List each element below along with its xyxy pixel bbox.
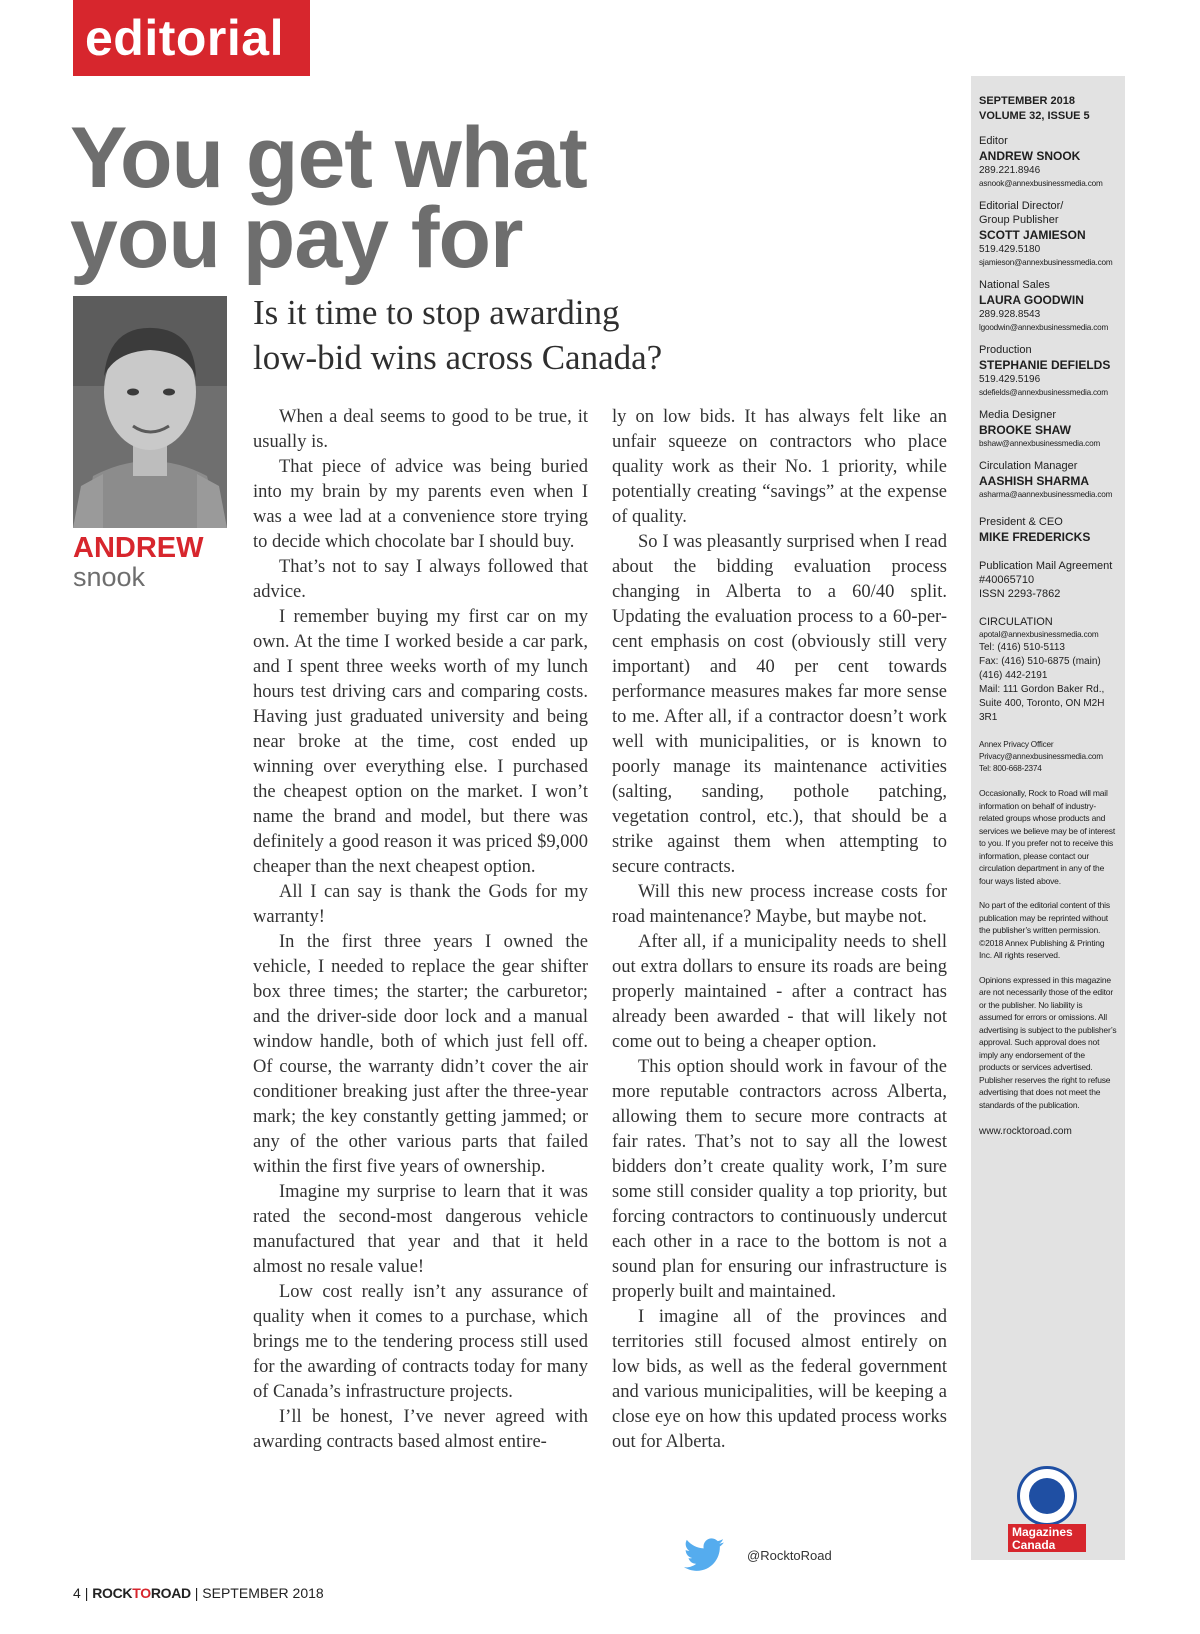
staff-email[interactable]: bshaw@annexbusinessmedia.com [979, 439, 1101, 448]
brand-logo [92, 1585, 191, 1601]
author-last-name: snook [73, 562, 146, 592]
deck-line-2: low-bid wins across Canada? [253, 338, 663, 377]
circulation-line: Mail: 111 Gordon Baker Rd., [979, 684, 1105, 695]
staff-phone: 519.429.5196 [979, 374, 1041, 385]
author-first-name: ANDREW [73, 532, 204, 564]
circulation-title: CIRCULATION [979, 616, 1053, 628]
body-column-1 [253, 405, 588, 1455]
body-column-2 [612, 405, 947, 1455]
pub-mail-line: Publication Mail Agreement [979, 560, 1113, 572]
page-number: 4 [73, 1585, 81, 1601]
author-photo [73, 296, 227, 528]
circulation-contact [979, 615, 1117, 725]
website-link[interactable]: www.rocktoroad.com [979, 1126, 1072, 1137]
paragraph: When a deal seems to good to be true, it usually is. [253, 407, 588, 452]
circulation-line: Suite 400, Toronto, ON M2H 3R1 [979, 698, 1105, 723]
circulation-line: Tel: (416) 510-5113 [979, 642, 1065, 653]
pub-mail-line: ISSN 2293-7862 [979, 588, 1061, 600]
staff-ceo [979, 515, 1117, 545]
association-seal-icon [1017, 1466, 1077, 1526]
page-footer [73, 1585, 324, 1601]
staff-phone: 519.429.5180 [979, 244, 1041, 255]
section-tag: editorial [73, 0, 310, 76]
staff-sales [979, 278, 1117, 334]
masthead-sidebar [971, 76, 1125, 1560]
publication-mail [979, 559, 1117, 601]
paragraph: In the first three years I owned the vehicle, I needed to replace the gear shifter box three times; the starter; the carburetor; and the driver-side door lock and a manual window handle, both of which just fell off. Of course, the warranty didn’t cover the air conditioner breaking just after the three-year mark; the key constantly getting jammed; or any of the other various parts that failed within the first five years of ownership. [253, 932, 588, 1177]
issue-date: SEPTEMBER 2018 [979, 95, 1075, 107]
brand-part: ROCK [92, 1585, 133, 1601]
staff-email[interactable]: lgoodwin@annexbusinessmedia.com [979, 323, 1109, 332]
paragraph: Imagine my surprise to learn that it was rated the second-most dangerous vehicle manufactured that year and that it held almost no resale value! [253, 1182, 588, 1277]
circulation-line: (416) 442-2191 [979, 670, 1048, 681]
paragraph: After all, if a municipality needs to shell out extra dollars to ensure its roads are being properly maintained - after a contract has already been awarded - that will likely not come out to being a cheaper option. [612, 932, 947, 1052]
notice-mail: Occasionally, Rock to Road will mail information on behalf of industry-related groups whose products and services we believe may be of interest to you. If you prefer not to receive this information, please contact our circulation department in any of the four ways listed above. [979, 788, 1116, 886]
privacy-officer [979, 739, 1117, 775]
circulation-line: Fax: (416) 510-6875 (main) [979, 656, 1101, 667]
staff-role: President & CEO [979, 516, 1063, 528]
footer-divider: | [194, 1585, 203, 1601]
staff-name: BROOKE SHAW [979, 423, 1072, 437]
paragraph: Low cost really isn’t any assurance of quality when it comes to a purchase, which brings me to the tendering process still used for the awarding of contracts today for many of Canada’s infrastructure projects. [253, 1282, 588, 1402]
deck-line-1: Is it time to stop awarding [253, 293, 620, 332]
staff-circulation-manager [979, 459, 1117, 501]
footer-divider: | [84, 1585, 93, 1601]
magazines-canada-logo [1008, 1524, 1086, 1552]
staff-email[interactable]: sjamieson@annexbusinessmedia.com [979, 258, 1113, 267]
staff-email[interactable]: asharma@aannexbusinessmedia.com [979, 490, 1113, 499]
paragraph: That’s not to say I always followed that advice. [253, 557, 588, 602]
logo-line: Magazines [1012, 1525, 1073, 1539]
brand-part: TO [132, 1585, 151, 1601]
staff-designer [979, 408, 1117, 450]
staff-email[interactable]: asnook@annexbusinessmedia.com [979, 179, 1103, 188]
staff-role: National Sales [979, 279, 1050, 291]
staff-name: SCOTT JAMIESON [979, 228, 1086, 242]
deck [253, 290, 733, 380]
staff-phone: 289.221.8946 [979, 165, 1041, 176]
staff-role: Editorial Director/ [979, 200, 1064, 212]
notice-opinions: Opinions expressed in this magazine are not necessarily those of the editor or the publisher. No liability is assumed for errors or omissions. All advertising is subject to the publisher’s approval. Such approval does not imply any endorsement of the products or services advertised. Publisher reserves the right to refuse advertising that does not meet the standards of the publication. [979, 974, 1117, 1110]
pub-mail-line: #40065710 [979, 574, 1035, 586]
privacy-line: Annex Privacy Officer [979, 740, 1054, 749]
staff-role: Circulation Manager [979, 460, 1078, 472]
staff-name: ANDREW SNOOK [979, 149, 1081, 163]
paragraph: This option should work in favour of the more reputable contractors across Alberta, allowing them to secure more contracts at fair rates. That’s not to say all the lowest bidders don’t create quality work, I’m sure some still consider quality a top priority, but forcing contractors to continuously undercut each other in a race to the bottom is not a sound plan for ensuring our infrastructure is properly built and maintained. [612, 1057, 947, 1302]
circulation-email[interactable]: apotal@annexbusinessmedia.com [979, 630, 1099, 639]
staff-phone: 289.928.8543 [979, 309, 1041, 320]
headline [70, 110, 690, 286]
paragraph-continued: ly on low bids. It has always felt like an unfair squeeze on contractors who place quality work as their No. 1 priority, while potentially creating “savings” at the expense of quality. [612, 407, 947, 527]
issue-info [979, 94, 1117, 124]
staff-name: AASHISH SHARMA [979, 474, 1090, 488]
paragraph: All I can say is thank the Gods for my warranty! [253, 882, 588, 927]
paragraph: I’ll be honest, I’ve never agreed with awarding contracts based almost entire- [253, 1407, 588, 1452]
logo-line: Canada [1012, 1538, 1056, 1552]
headline-line-2: you pay for [70, 190, 523, 286]
headline-line-1: You get what [70, 110, 587, 206]
paragraph: I remember buying my first car on my own. At the time I worked beside a car park, and I spent three weeks worth of my lunch hours test driving cars and comparing costs. Having just graduated university and being near broke at the time, cost ended up winning over everything else. I purchased the cheapest option on the market. I won’t name the brand and model, but there was definitely a good reason it was priced $9,000 cheaper than the next cheapest option. [253, 607, 588, 877]
notice-copyright: No part of the editorial content of this publication may be reprinted without the publisher’s written permission. ©2018 Annex Publishing & Printing Inc. All rights reserved. [979, 900, 1110, 960]
staff-editor [979, 134, 1117, 190]
issue-volume: VOLUME 32, ISSUE 5 [979, 110, 1090, 122]
paragraph: So I was pleasantly surprised when I read about the bidding evaluation process changing in Alberta to a 60/40 split. Updating the evaluation process to a 60-per-cent emphasis on cost (obviously still very important) and 40 per cent towards performance measures makes far more sense to me. After all, if a contractor doesn’t work well with municipalities, or is known to poorly manage its maintenance activities (salting, sanding, pothole patching, vegetation control, etc.), that should be a strike against them when attempting to secure contracts. [612, 532, 947, 877]
staff-role: Group Publisher [979, 214, 1059, 226]
staff-role: Editor [979, 135, 1008, 147]
footer-date: SEPTEMBER 2018 [202, 1585, 324, 1601]
staff-email[interactable]: sdefields@annexbusinessmedia.com [979, 388, 1108, 397]
staff-name: STEPHANIE DEFIELDS [979, 358, 1111, 372]
staff-director [979, 199, 1117, 269]
paragraph: That piece of advice was being buried into my brain by my parents even when I was a wee lad at a convenience store trying to decide which chocolate bar I should buy. [253, 457, 588, 552]
twitter-handle[interactable]: @RocktoRoad [747, 1548, 832, 1563]
privacy-line: Tel: 800-668-2374 [979, 764, 1042, 773]
staff-production [979, 343, 1117, 399]
twitter-icon[interactable] [684, 1538, 724, 1572]
staff-name: MIKE FREDERICKS [979, 530, 1091, 544]
staff-name: LAURA GOODWIN [979, 293, 1084, 307]
staff-role: Production [979, 344, 1032, 356]
privacy-email[interactable]: Privacy@annexbusinessmedia.com [979, 752, 1103, 761]
staff-role: Media Designer [979, 409, 1057, 421]
paragraph: Will this new process increase costs for road maintenance? Maybe, but maybe not. [612, 882, 947, 927]
brand-part: ROAD [150, 1585, 191, 1601]
paragraph: I imagine all of the provinces and territories still focused almost entirely on low bids, as well as the federal government and various municipalities, will be keeping a close eye on how this updated process works out for Alberta. [612, 1307, 947, 1452]
